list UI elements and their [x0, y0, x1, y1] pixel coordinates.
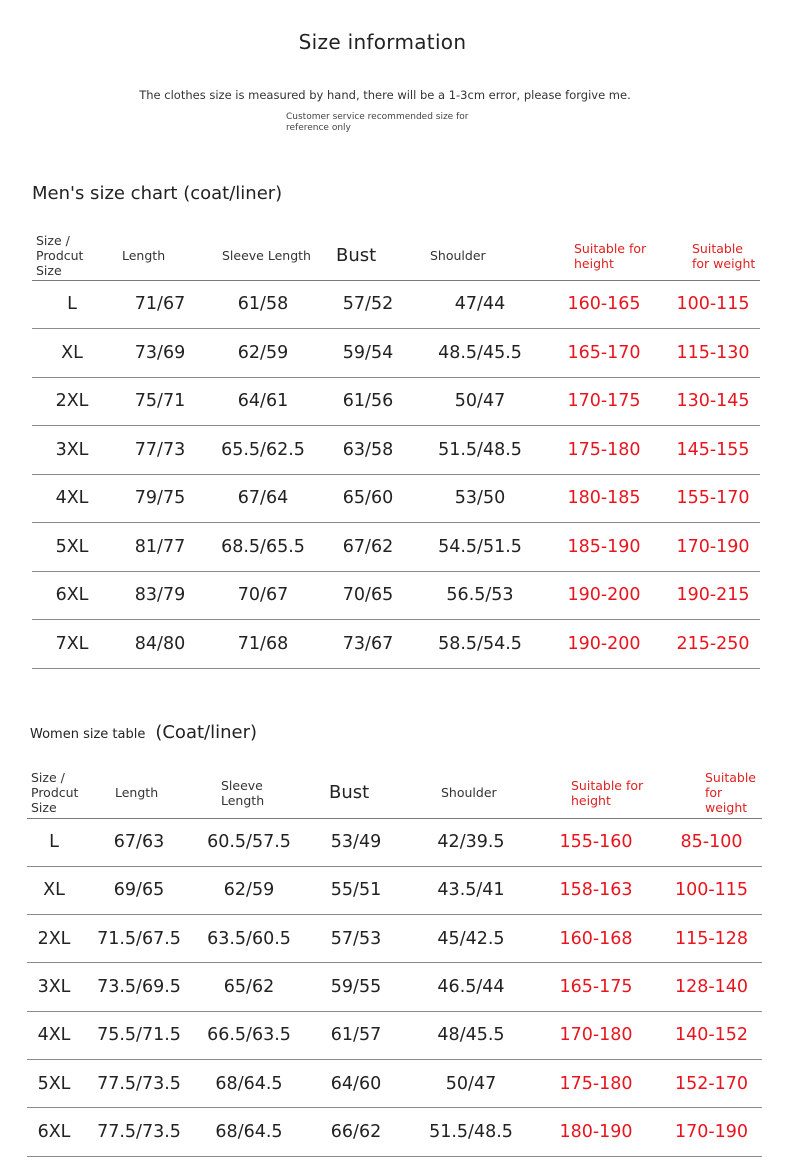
header-suitable-weight: Suitable for weight — [666, 232, 760, 280]
women-size-table — [27, 768, 762, 1157]
cell-length: 75.5/71.5 — [81, 1011, 197, 1059]
cell-suitable-height: 185-190 — [542, 523, 666, 572]
table-header-row — [27, 768, 762, 818]
cell-size: XL — [27, 866, 81, 914]
cell-length: 71.5/67.5 — [81, 915, 197, 963]
page-title: Size information — [298, 30, 467, 54]
cell-bust: 66/62 — [301, 1108, 411, 1156]
cell-suitable-height: 170-180 — [531, 1011, 661, 1059]
customer-service-note: Customer service recommended size for reference only — [286, 112, 469, 133]
cell-suitable-weight: 190-215 — [666, 571, 760, 620]
cell-shoulder: 54.5/51.5 — [418, 523, 542, 572]
cell-shoulder: 50/47 — [411, 1059, 531, 1107]
cell-length: 75/71 — [112, 377, 208, 426]
cell-length: 77/73 — [112, 426, 208, 475]
cell-suitable-height: 180-185 — [542, 474, 666, 523]
header-suitable-weight: Suitable for weight — [661, 768, 762, 818]
table-row — [27, 866, 762, 914]
cell-sleeve-length: 65.5/62.5 — [208, 426, 318, 475]
header-sleeve-length: Sleeve Length — [208, 232, 318, 280]
cell-sleeve-length: 61/58 — [208, 280, 318, 329]
women-size-chart-title — [30, 722, 257, 743]
cell-size: XL — [32, 329, 112, 378]
cell-sleeve-length: 64/61 — [208, 377, 318, 426]
cell-shoulder: 46.5/44 — [411, 963, 531, 1011]
cell-bust: 70/65 — [318, 571, 418, 620]
cell-suitable-weight: 128-140 — [661, 963, 762, 1011]
table-row — [27, 818, 762, 866]
cell-shoulder: 48.5/45.5 — [418, 329, 542, 378]
cell-size: L — [27, 818, 81, 866]
cell-suitable-height: 165-175 — [531, 963, 661, 1011]
cell-length: 71/67 — [112, 280, 208, 329]
women-title-suffix: (Coat/liner) — [155, 722, 258, 743]
cell-suitable-weight: 152-170 — [661, 1059, 762, 1107]
table-row — [27, 963, 762, 1011]
table-row — [27, 1108, 762, 1156]
cell-suitable-weight: 215-250 — [666, 620, 760, 669]
cell-shoulder: 58.5/54.5 — [418, 620, 542, 669]
cell-size: 4XL — [27, 1011, 81, 1059]
cell-bust: 59/55 — [301, 963, 411, 1011]
cell-suitable-height: 170-175 — [542, 377, 666, 426]
cell-size: 4XL — [32, 474, 112, 523]
cell-suitable-height: 158-163 — [531, 866, 661, 914]
table-row — [32, 571, 760, 620]
cell-suitable-height: 160-165 — [542, 280, 666, 329]
header-shoulder: Shoulder — [411, 768, 531, 818]
header-suitable-height: Suitable for height — [542, 232, 666, 280]
cell-shoulder: 47/44 — [418, 280, 542, 329]
header-length: Length — [81, 768, 197, 818]
table-row — [27, 915, 762, 963]
cell-suitable-weight: 100-115 — [666, 280, 760, 329]
cell-suitable-height: 175-180 — [542, 426, 666, 475]
cell-sleeve-length: 67/64 — [208, 474, 318, 523]
table-row — [27, 1059, 762, 1107]
cell-size: 3XL — [32, 426, 112, 475]
header-bust: Bust — [301, 768, 411, 818]
cell-suitable-height: 180-190 — [531, 1108, 661, 1156]
cell-suitable-height: 155-160 — [531, 818, 661, 866]
cell-bust: 57/53 — [301, 915, 411, 963]
cell-bust: 61/57 — [301, 1011, 411, 1059]
women-title-label: Women size table — [30, 727, 146, 742]
cell-length: 73.5/69.5 — [81, 963, 197, 1011]
cell-size: 3XL — [27, 963, 81, 1011]
header-length: Length — [112, 232, 208, 280]
cell-bust: 61/56 — [318, 377, 418, 426]
cell-suitable-weight: 115-128 — [661, 915, 762, 963]
cell-size: 5XL — [32, 523, 112, 572]
cell-shoulder: 48/45.5 — [411, 1011, 531, 1059]
cell-suitable-weight: 140-152 — [661, 1011, 762, 1059]
cell-sleeve-length: 68/64.5 — [197, 1108, 301, 1156]
cell-suitable-weight: 170-190 — [661, 1108, 762, 1156]
cell-suitable-height: 175-180 — [531, 1059, 661, 1107]
header-sleeve-length: Sleeve Length — [197, 768, 301, 818]
cell-suitable-weight: 155-170 — [666, 474, 760, 523]
cell-suitable-height: 160-168 — [531, 915, 661, 963]
table-row — [32, 620, 760, 669]
cell-length: 77.5/73.5 — [81, 1108, 197, 1156]
cell-bust: 65/60 — [318, 474, 418, 523]
header-suitable-height: Suitable for height — [531, 768, 661, 818]
table-header-row — [32, 232, 760, 280]
cell-sleeve-length: 66.5/63.5 — [197, 1011, 301, 1059]
men-size-table — [32, 232, 760, 669]
table-row — [32, 426, 760, 475]
men-size-chart-title: Men's size chart (coat/liner) — [32, 183, 283, 204]
cell-bust: 73/67 — [318, 620, 418, 669]
cell-length: 67/63 — [81, 818, 197, 866]
cell-suitable-weight: 85-100 — [661, 818, 762, 866]
cell-size: 7XL — [32, 620, 112, 669]
cell-sleeve-length: 68.5/65.5 — [208, 523, 318, 572]
cell-sleeve-length: 65/62 — [197, 963, 301, 1011]
header-size: Size / Prodcut Size — [27, 768, 81, 818]
cell-sleeve-length: 62/59 — [197, 866, 301, 914]
cell-length: 79/75 — [112, 474, 208, 523]
cell-bust: 64/60 — [301, 1059, 411, 1107]
cell-sleeve-length: 62/59 — [208, 329, 318, 378]
table-row — [32, 474, 760, 523]
cell-length: 84/80 — [112, 620, 208, 669]
header-size: Size / Prodcut Size — [32, 232, 112, 280]
table-row — [32, 377, 760, 426]
header-bust: Bust — [318, 232, 418, 280]
cell-length: 73/69 — [112, 329, 208, 378]
cell-suitable-weight: 145-155 — [666, 426, 760, 475]
cell-shoulder: 51.5/48.5 — [418, 426, 542, 475]
cell-suitable-height: 190-200 — [542, 620, 666, 669]
cell-suitable-height: 165-170 — [542, 329, 666, 378]
cell-size: 2XL — [32, 377, 112, 426]
cell-length: 77.5/73.5 — [81, 1059, 197, 1107]
cell-sleeve-length: 60.5/57.5 — [197, 818, 301, 866]
cell-size: 6XL — [32, 571, 112, 620]
table-row — [27, 1011, 762, 1059]
cell-size: L — [32, 280, 112, 329]
cell-bust: 63/58 — [318, 426, 418, 475]
table-row — [32, 329, 760, 378]
cell-length: 69/65 — [81, 866, 197, 914]
cell-bust: 67/62 — [318, 523, 418, 572]
cell-sleeve-length: 68/64.5 — [197, 1059, 301, 1107]
table-row — [32, 523, 760, 572]
cell-sleeve-length: 70/67 — [208, 571, 318, 620]
cell-shoulder: 42/39.5 — [411, 818, 531, 866]
cell-suitable-weight: 115-130 — [666, 329, 760, 378]
cell-shoulder: 43.5/41 — [411, 866, 531, 914]
cell-shoulder: 53/50 — [418, 474, 542, 523]
cell-shoulder: 50/47 — [418, 377, 542, 426]
cell-shoulder: 56.5/53 — [418, 571, 542, 620]
cell-shoulder: 51.5/48.5 — [411, 1108, 531, 1156]
cell-suitable-weight: 170-190 — [666, 523, 760, 572]
cell-bust: 53/49 — [301, 818, 411, 866]
cell-bust: 57/52 — [318, 280, 418, 329]
cell-suitable-height: 190-200 — [542, 571, 666, 620]
cell-length: 83/79 — [112, 571, 208, 620]
cell-size: 5XL — [27, 1059, 81, 1107]
cell-size: 6XL — [27, 1108, 81, 1156]
cell-sleeve-length: 71/68 — [208, 620, 318, 669]
cell-bust: 55/51 — [301, 866, 411, 914]
cell-length: 81/77 — [112, 523, 208, 572]
cell-shoulder: 45/42.5 — [411, 915, 531, 963]
measurement-notice: The clothes size is measured by hand, there will be a 1-3cm error, please forgive me. — [139, 88, 631, 102]
table-row — [32, 280, 760, 329]
cell-size: 2XL — [27, 915, 81, 963]
cell-sleeve-length: 63.5/60.5 — [197, 915, 301, 963]
cell-suitable-weight: 100-115 — [661, 866, 762, 914]
cell-bust: 59/54 — [318, 329, 418, 378]
header-shoulder: Shoulder — [418, 232, 542, 280]
cell-suitable-weight: 130-145 — [666, 377, 760, 426]
